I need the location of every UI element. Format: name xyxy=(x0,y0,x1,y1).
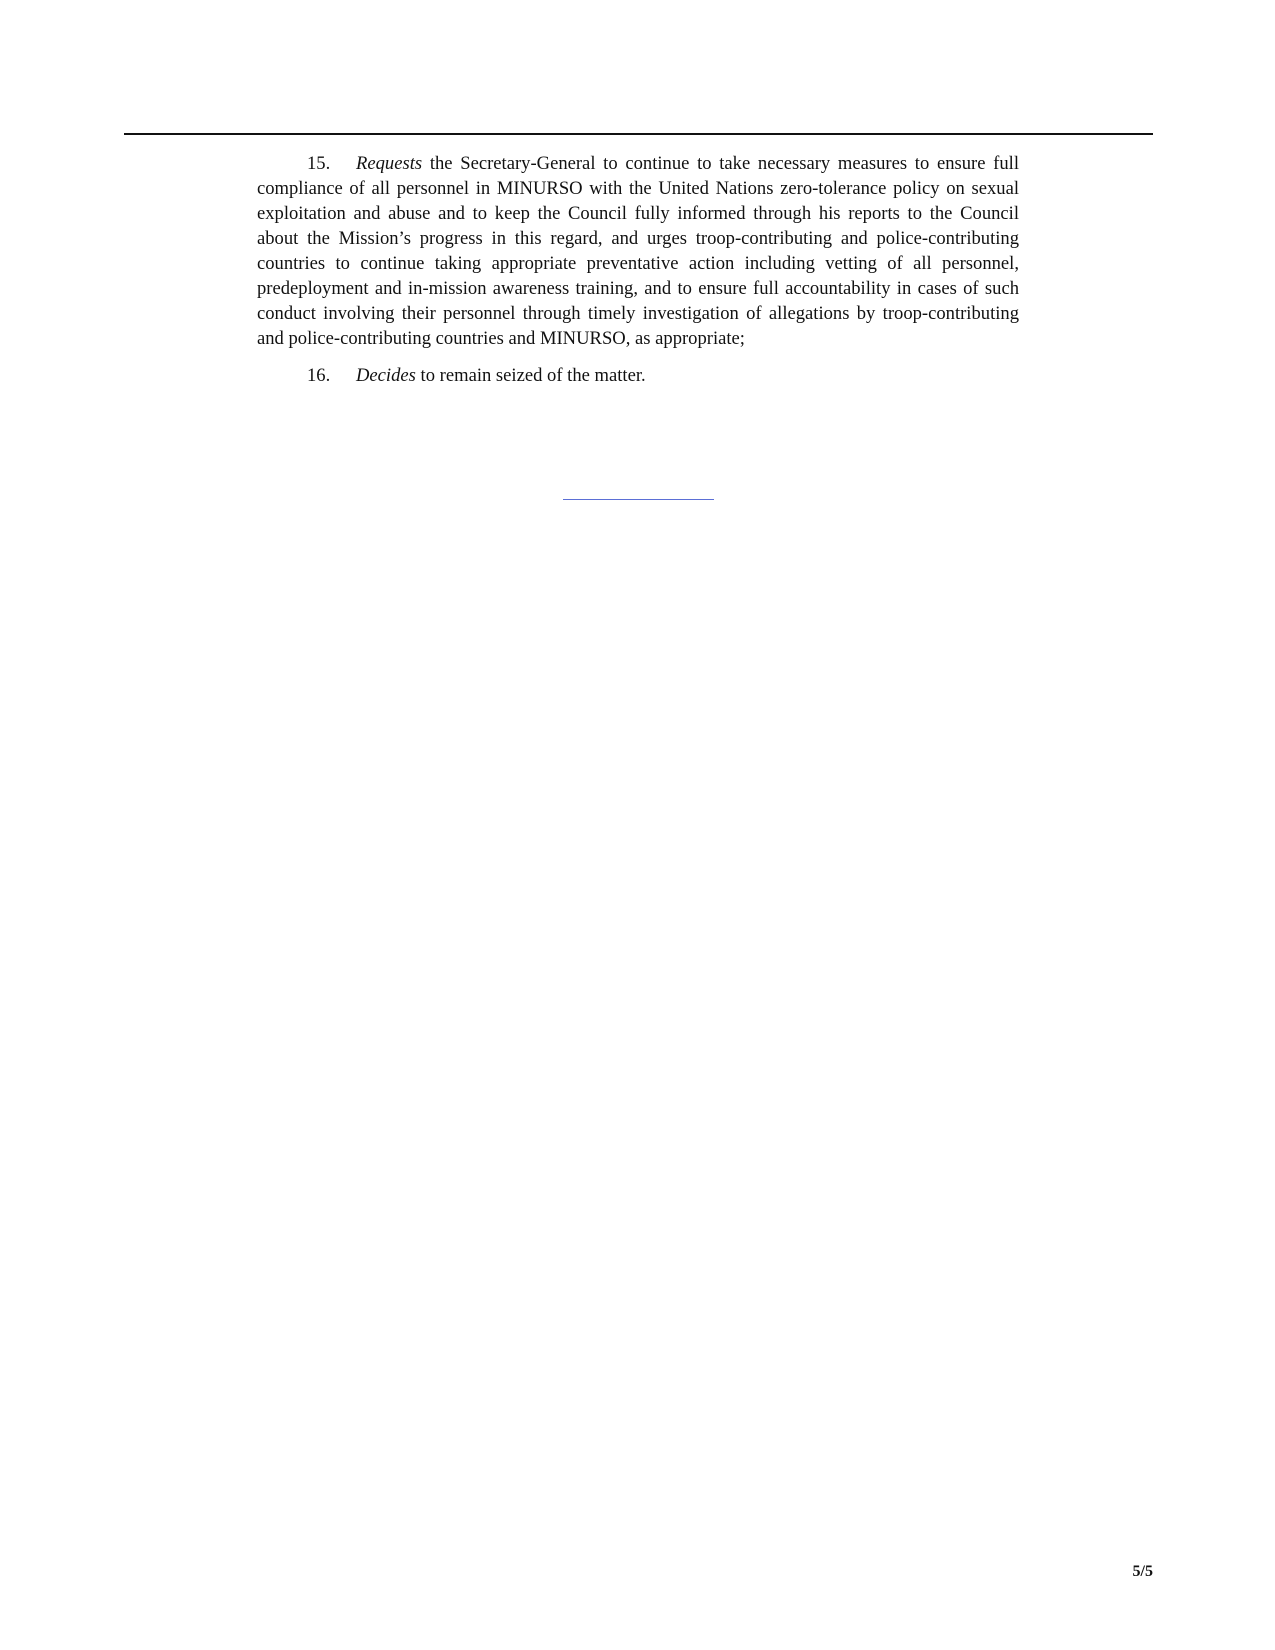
paragraph-text: to remain seized of the matter. xyxy=(420,365,646,386)
paragraph-text: the Secretary-General to continue to take necessary measures to ensure full compliance of all personnel in MINURSO with the United Nations zero-tolerance policy on sexual exploitation and abuse and to keep the Council fully informed through his reports to the Council about the Mission’s progress in this regard, and urges troop-contributing and police-contributing countries to continue taking appropriate preventative action including vetting of all personnel, predeployment and in-mission awareness training, and to ensure full accountability in cases of such conduct involving their personnel through timely investigation of allegations by troop-contributing and police-contributing countries and MINURSO, as appropriate; xyxy=(257,153,1019,349)
paragraph-15 xyxy=(257,151,1019,351)
operative-verb: Decides xyxy=(356,365,416,386)
header-rule xyxy=(124,133,1153,135)
document-body xyxy=(257,151,1019,400)
paragraph-number: 15. xyxy=(307,153,331,174)
closing-rule xyxy=(563,499,714,500)
paragraph-16 xyxy=(257,363,1019,388)
page-number: 5/5 xyxy=(1132,1563,1153,1580)
operative-verb: Requests xyxy=(356,153,423,174)
paragraph-number: 16. xyxy=(307,365,331,386)
